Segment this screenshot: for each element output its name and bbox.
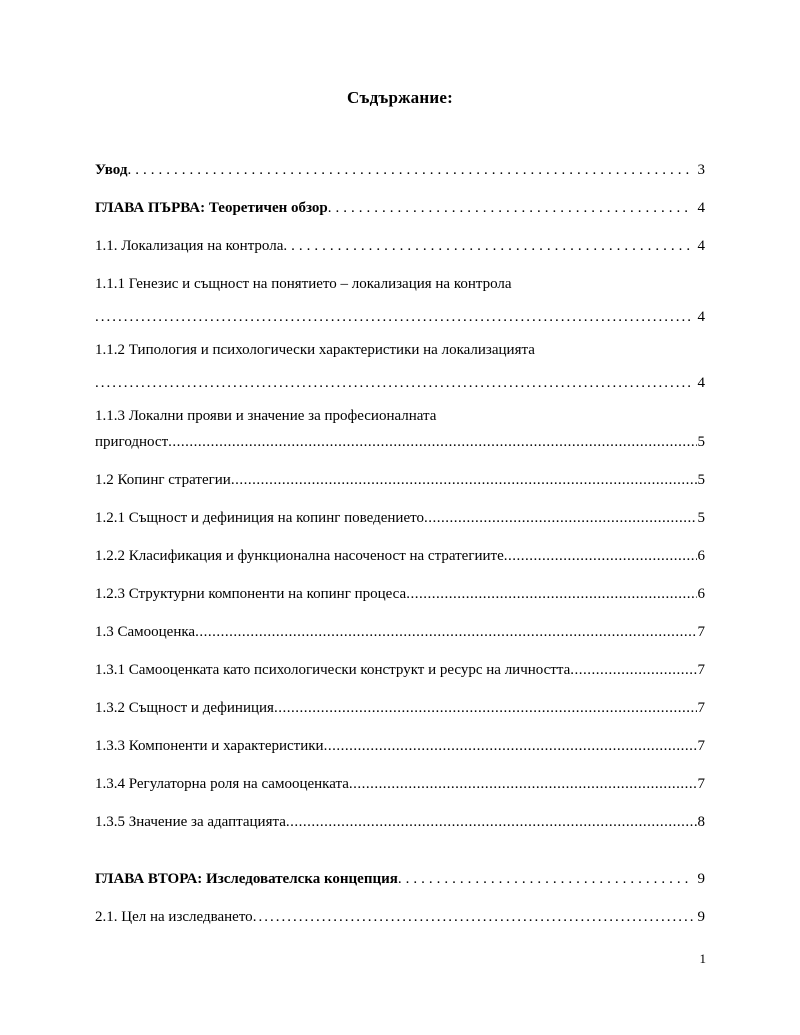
dot-leader	[95, 307, 693, 327]
toc-page-number: 4	[697, 200, 705, 216]
toc-entry	[95, 812, 705, 832]
toc-entry-label: 2.1. Цел на изследването	[95, 909, 253, 925]
dot-leader	[231, 470, 697, 490]
dot-leader	[570, 660, 696, 680]
toc-page-number: 5	[697, 472, 705, 488]
dot-leader	[274, 698, 697, 718]
toc-entry	[95, 236, 705, 256]
toc-entry	[95, 406, 705, 426]
toc-entry	[95, 774, 705, 794]
toc-page-number: 3	[697, 162, 705, 178]
toc-page-number: 4	[697, 309, 705, 325]
dot-leader	[406, 584, 696, 604]
dot-leader	[349, 774, 697, 794]
dot-leader	[286, 812, 697, 832]
toc-entry	[95, 736, 705, 756]
toc-page-number: 4	[697, 238, 705, 254]
toc-page-number: 6	[697, 586, 705, 602]
document-title: Съдържание:	[347, 88, 453, 107]
toc-page-number: 4	[697, 375, 705, 391]
dot-leader	[195, 622, 696, 642]
toc-entry-label: пригодност	[95, 434, 169, 450]
toc-page-number: 7	[697, 738, 705, 754]
toc-entry	[95, 470, 705, 490]
toc-entry-label: ГЛАВА ПЪРВА: Теоретичен обзор	[95, 200, 328, 216]
toc-entry	[95, 274, 705, 294]
dot-leader	[504, 546, 697, 566]
toc-entry-label: 1.3 Самооценка	[95, 624, 196, 640]
toc-entry	[95, 584, 705, 604]
toc-entry-label: 1.3.4 Регулаторна роля на самооценката	[95, 776, 349, 792]
page-number-footer: 1	[699, 951, 706, 966]
toc-entry-dots-line	[95, 373, 705, 393]
toc-entry	[95, 698, 705, 718]
toc-entry-label: 1.3.2 Същност и дефиниция	[95, 700, 274, 716]
toc-entry-label: 1.3.1 Самооценката като психологически конструкт и ресурс на личността	[95, 662, 571, 678]
toc-entry-continuation	[95, 432, 705, 452]
toc-page-number: 5	[697, 434, 705, 450]
toc-entry-label: ГЛАВА ВТОРА: Изследователска концепция	[95, 871, 398, 887]
toc-page-number: 6	[697, 548, 705, 564]
toc-page-number: 5	[697, 510, 705, 526]
toc-entry-label: 1.1. Локализация на контрола	[95, 238, 284, 254]
toc-page-number: 9	[697, 909, 705, 925]
toc-entry	[95, 508, 705, 528]
toc-entry	[95, 160, 705, 180]
toc-entry-dots-line	[95, 307, 705, 327]
toc-page-number: 8	[697, 814, 705, 830]
toc-entry	[95, 340, 705, 360]
toc-page-number: 7	[697, 700, 705, 716]
dot-leader	[253, 907, 693, 927]
toc-entry-label: 1.2.1 Същност и дефиниция на копинг поведението	[95, 510, 424, 526]
toc-entry	[95, 660, 705, 680]
toc-entry	[95, 869, 705, 889]
toc-entry-label: 1.1.2 Типология и психологически характеристики на локализацията	[95, 342, 535, 358]
toc-page-number: 7	[697, 624, 705, 640]
dot-leader	[424, 508, 697, 528]
toc-entry	[95, 622, 705, 642]
toc-page-number: 9	[697, 871, 705, 887]
toc-entry	[95, 198, 705, 218]
toc-entry-label: 1.2.2 Класификация и функционална насоченост на стратегиите	[95, 548, 504, 564]
toc-page-number: 7	[697, 662, 705, 678]
toc-entry-label: 1.3.3 Компоненти и характеристики	[95, 738, 324, 754]
toc-page-number: 7	[697, 776, 705, 792]
dot-leader	[95, 373, 693, 393]
dot-leader	[324, 736, 697, 756]
toc-entry	[95, 546, 705, 566]
toc-entry-label: 1.3.5 Значение за адаптацията	[95, 814, 286, 830]
dot-leader	[328, 198, 693, 218]
dot-leader	[168, 432, 696, 452]
toc-entry-label: 1.2.3 Структурни компоненти на копинг процеса	[95, 586, 407, 602]
dot-leader	[127, 160, 692, 180]
toc-entry-label: 1.2 Копинг стратегии	[95, 472, 231, 488]
toc-entry	[95, 907, 705, 927]
dot-leader	[283, 236, 692, 256]
toc-entry-label: Увод	[95, 162, 128, 178]
toc-entry-label: 1.1.1 Генезис и същност на понятието – локализация на контрола	[95, 276, 512, 292]
toc-entry-label: 1.1.3 Локални прояви и значение за професионалната	[95, 408, 437, 424]
dot-leader	[398, 869, 693, 889]
